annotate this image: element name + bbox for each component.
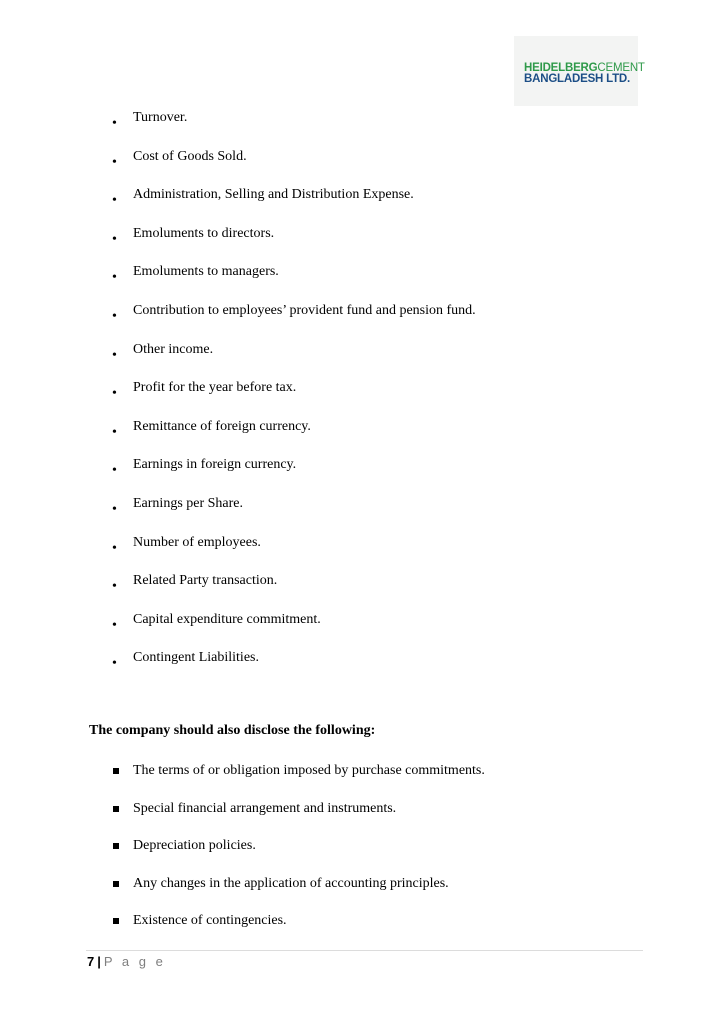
- list-item-text: Turnover.: [133, 110, 188, 125]
- bullet-dot-icon: •: [112, 270, 117, 286]
- section-heading: The company should also disclose the following:: [89, 723, 376, 738]
- square-bullet-icon: [113, 843, 119, 849]
- bullet-dot-icon: •: [112, 540, 117, 556]
- list-item: [0, 456, 728, 495]
- logo-line-2: BANGLADESH LTD.: [524, 73, 631, 85]
- bullet-dot-icon: •: [112, 154, 117, 170]
- disclosure-bullet-list: [0, 109, 728, 688]
- footer-separator: |: [97, 954, 101, 969]
- list-item-text: Special financial arrangement and instruments.: [133, 800, 397, 816]
- bullet-dot-icon: •: [112, 347, 117, 363]
- list-item: [0, 263, 728, 302]
- bullet-dot-icon: •: [112, 116, 117, 131]
- list-item: [0, 800, 728, 838]
- list-item: [0, 341, 728, 380]
- square-bullet-icon: [113, 806, 119, 812]
- list-item: [0, 379, 728, 418]
- logo-brand-light: CEMENT: [597, 62, 645, 74]
- additional-disclosure-list: [0, 762, 728, 950]
- list-item: [0, 572, 728, 611]
- bullet-dot-icon: •: [112, 617, 117, 633]
- list-item: [0, 912, 728, 950]
- bullet-dot-icon: •: [112, 308, 117, 324]
- page-label: P a g e: [103, 954, 166, 969]
- list-item-text: Earnings per Share.: [133, 495, 244, 511]
- list-item-text: The terms of or obligation imposed by purchase commitments.: [133, 763, 485, 778]
- list-item: [0, 762, 728, 800]
- list-item-text: Contingent Liabilities.: [133, 650, 259, 666]
- list-item: [0, 837, 728, 875]
- list-item-text: Profit for the year before tax.: [133, 380, 297, 396]
- list-item: [0, 875, 728, 913]
- square-bullet-icon: [113, 918, 119, 924]
- bullet-dot-icon: •: [112, 656, 117, 672]
- logo-brand-bold: HEIDELBERG: [524, 62, 598, 74]
- list-item: [0, 148, 728, 187]
- bullet-dot-icon: •: [112, 231, 117, 247]
- square-bullet-icon: [113, 881, 119, 887]
- list-item: [0, 649, 728, 688]
- list-item: [0, 186, 728, 225]
- list-item-text: Number of employees.: [133, 534, 261, 550]
- list-item-text: Emoluments to managers.: [133, 264, 279, 280]
- list-item: [0, 109, 728, 148]
- list-item-text: Other income.: [133, 341, 214, 357]
- bullet-dot-icon: •: [112, 424, 117, 440]
- list-item: [0, 225, 728, 264]
- bullet-dot-icon: •: [112, 193, 117, 209]
- list-item: [0, 534, 728, 573]
- list-item: [0, 418, 728, 457]
- bullet-dot-icon: •: [112, 386, 117, 402]
- bullet-dot-icon: •: [112, 463, 117, 479]
- list-item-text: Earnings in foreign currency.: [133, 457, 297, 473]
- footer-divider: [86, 950, 643, 951]
- square-bullet-icon: [113, 768, 119, 774]
- company-logo: [514, 36, 645, 106]
- list-item-text: Administration, Selling and Distribution Expense.: [133, 187, 414, 203]
- list-item-text: Capital expenditure commitment.: [133, 611, 321, 627]
- list-item-text: Existence of contingencies.: [133, 913, 287, 928]
- page-footer: [87, 953, 166, 971]
- logo-wordmark: [524, 63, 645, 85]
- list-item-text: Emoluments to directors.: [133, 225, 275, 241]
- list-item: [0, 495, 728, 534]
- bullet-dot-icon: •: [112, 579, 117, 595]
- list-item-text: Contribution to employees’ provident fund and pension fund.: [133, 302, 476, 318]
- list-item-text: Cost of Goods Sold.: [133, 148, 247, 164]
- list-item-text: Remittance of foreign currency.: [133, 418, 311, 434]
- list-item-text: Depreciation policies.: [133, 838, 256, 853]
- page-number: 7: [87, 954, 95, 969]
- list-item-text: Related Party transaction.: [133, 573, 278, 589]
- list-item-text: Any changes in the application of accounting principles.: [133, 875, 449, 891]
- bullet-dot-icon: •: [112, 501, 117, 517]
- list-item: [0, 611, 728, 650]
- list-item: [0, 302, 728, 341]
